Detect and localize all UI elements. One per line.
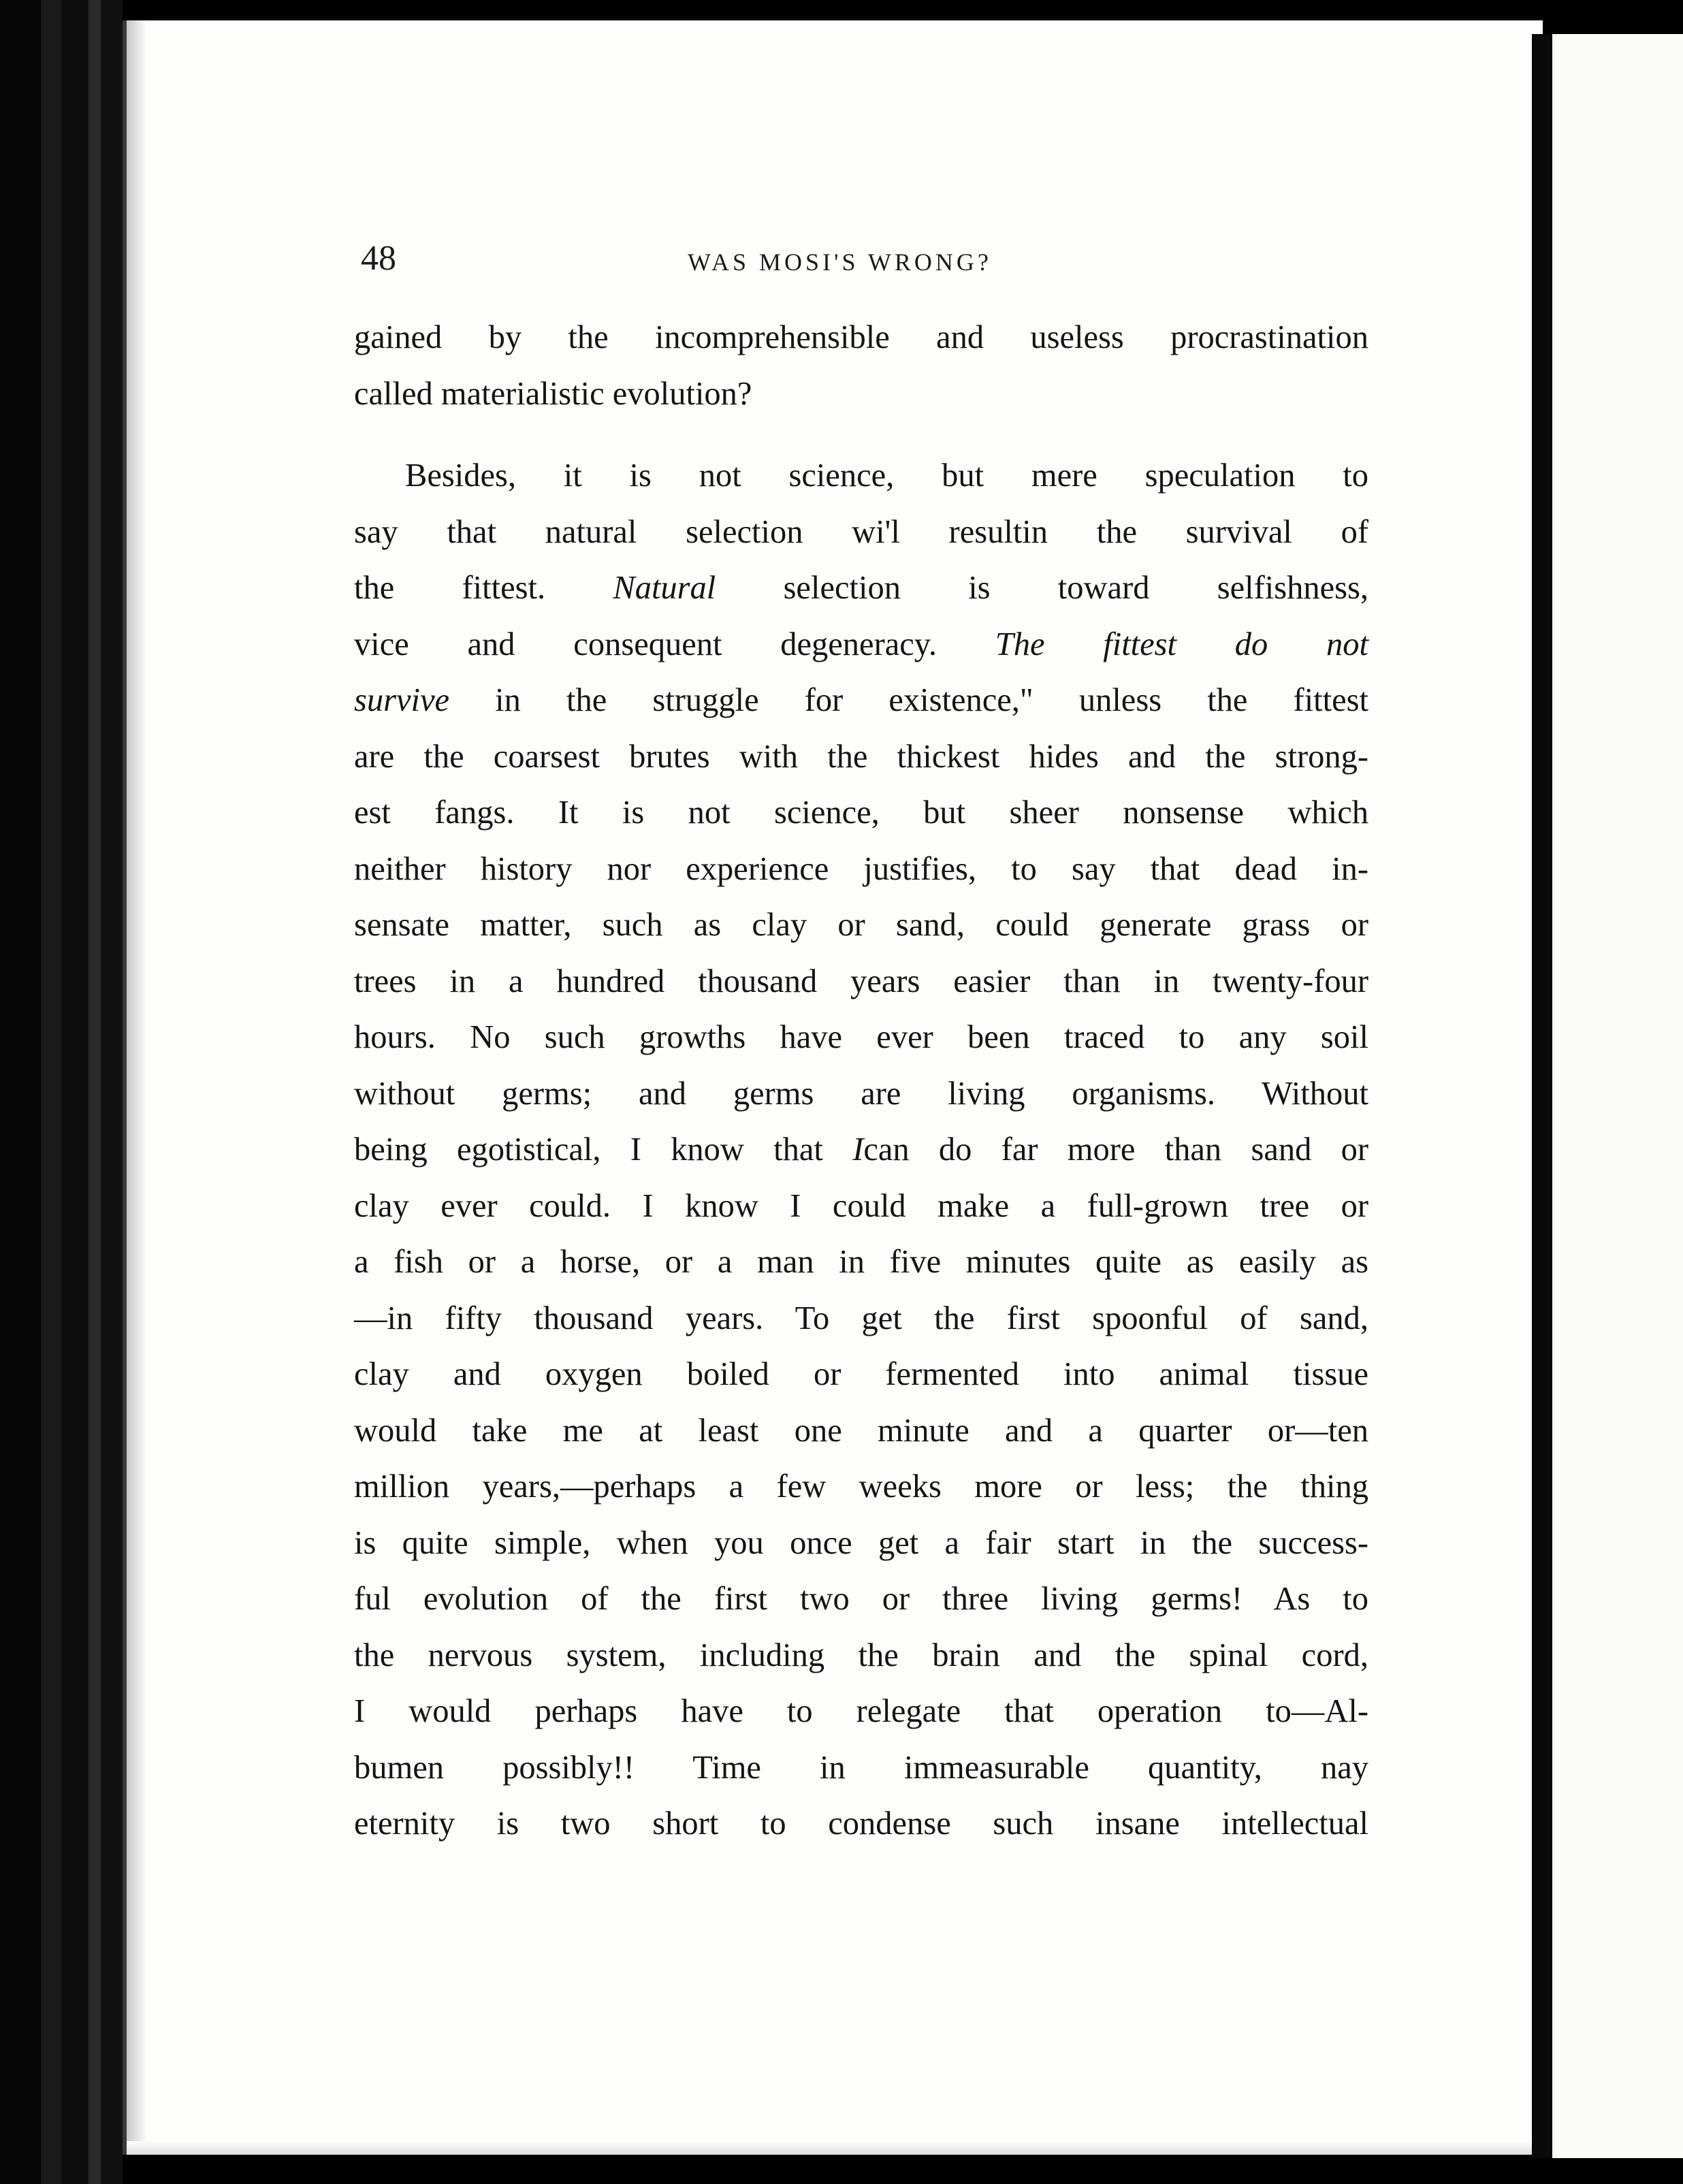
text-line bbox=[354, 1122, 1368, 1178]
text-line: clay and oxygen boiled or fermented into animal tissue bbox=[354, 1356, 1368, 1392]
text-line: hours. No such growths have ever been traced to any soil bbox=[354, 1019, 1368, 1055]
text-line bbox=[354, 617, 1368, 673]
text-line: called materialistic evolution? bbox=[354, 375, 752, 412]
text-line: —in fifty thousand years. To get the first spoonful of sand, bbox=[354, 1300, 1368, 1336]
text-line: is quite simple, when you once get a fair start in the success- bbox=[354, 1524, 1368, 1561]
page-shadow bbox=[127, 20, 147, 2155]
page-number: 48 bbox=[361, 239, 396, 278]
text-line bbox=[354, 673, 1368, 729]
running-head bbox=[361, 235, 1355, 283]
italic-text: survive bbox=[354, 682, 450, 718]
text-line: without germs; and germs are living organisms. Without bbox=[354, 1075, 1368, 1112]
book-edge bbox=[89, 0, 101, 2184]
text-line: the nervous system, including the brain and the spinal cord, bbox=[354, 1637, 1368, 1673]
page-shadow bbox=[127, 2141, 1543, 2155]
text-line bbox=[354, 560, 1368, 617]
body-text bbox=[354, 310, 1368, 1852]
text-run: vice and consequent degeneracy. bbox=[354, 626, 937, 662]
text-run: selection is toward selfishness, bbox=[783, 570, 1369, 606]
text-run: in the struggle for existence," unless the fittest bbox=[495, 682, 1368, 718]
adjacent-page-edge bbox=[1552, 34, 1683, 2158]
text-line: I would perhaps have to relegate that operation to—Al- bbox=[354, 1693, 1368, 1729]
book-edge bbox=[0, 0, 41, 2184]
page-gutter bbox=[1532, 34, 1552, 2158]
running-title: WAS MOSI'S WRONG? bbox=[688, 248, 992, 276]
text-line: neither history nor experience justifies, to say that dead in- bbox=[354, 850, 1368, 887]
text-run: being egotistical, I know that bbox=[354, 1131, 823, 1168]
text-run: the fittest. bbox=[354, 570, 546, 606]
text-line: would take me at least one minute and a quarter or—ten bbox=[354, 1412, 1368, 1449]
text-line: bumen possibly!! Time in immeasurable quantity, nay bbox=[354, 1749, 1368, 1786]
book-edge bbox=[61, 0, 89, 2184]
book-edge bbox=[101, 0, 123, 2184]
text-line: est fangs. It is not science, but sheer nonsense which bbox=[354, 794, 1368, 831]
text-line: say that natural selection wi'l resultin the survival of bbox=[354, 513, 1368, 550]
text-line: a fish or a horse, or a man in five minutes quite as easily as bbox=[354, 1244, 1368, 1280]
text-line: ful evolution of the first two or three living germs! As to bbox=[354, 1581, 1368, 1617]
italic-text: I bbox=[852, 1131, 864, 1168]
italic-text: The fittest do not bbox=[995, 626, 1368, 662]
italic-text: Natural bbox=[613, 570, 716, 606]
text-run: can do far more than sand or bbox=[863, 1131, 1369, 1168]
paragraph-gap bbox=[354, 422, 1368, 448]
book-edge bbox=[41, 0, 61, 2184]
text-line: gained by the incomprehensible and useless procrastination bbox=[354, 319, 1368, 355]
text-line: eternity is two short to condense such insane intellectual bbox=[354, 1805, 1368, 1842]
text-line: are the coarsest brutes with the thickest hides and the strong- bbox=[354, 738, 1368, 775]
text-line: million years,—perhaps a few weeks more or less; the thing bbox=[354, 1468, 1368, 1505]
text-line: trees in a hundred thousand years easier than in twenty-four bbox=[354, 963, 1368, 999]
text-line: clay ever could. I know I could make a full-grown tree or bbox=[354, 1187, 1368, 1224]
text-line: sensate matter, such as clay or sand, could generate grass or bbox=[354, 907, 1368, 943]
text-line: Besides, it is not science, but mere speculation to bbox=[405, 457, 1368, 494]
